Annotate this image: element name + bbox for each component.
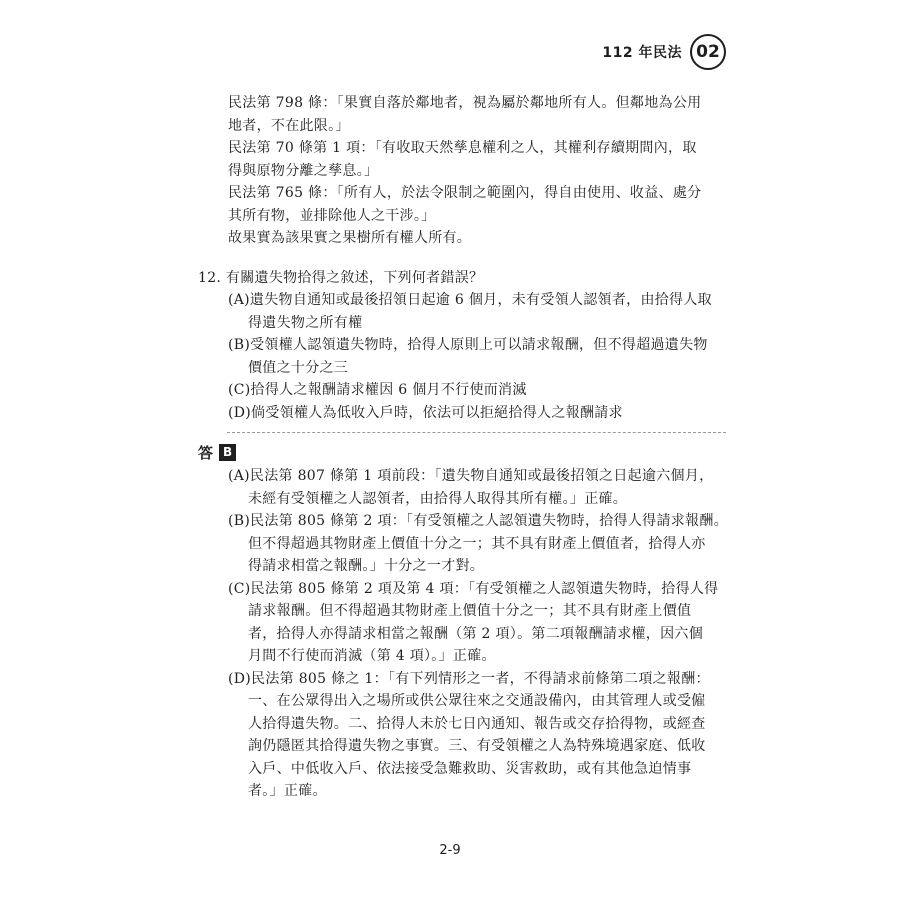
question-stem: 12. 有關遺失物拾得之敘述，下列何者錯誤？ — [198, 269, 484, 286]
intro-line: 民法第 765 條：「所有人，於法令限制之範圍內，得自由使用、收益、處分 — [228, 185, 702, 201]
explanation-line: (C)民法第 805 條第 2 項及第 4 項：「有受領權之人認領遺失物時，拾得人得 — [228, 580, 719, 597]
explanation-line: 未經有受領權之人認領者，由拾得人取得其所有權。」正確。 — [248, 490, 628, 507]
answer-explanations — [228, 465, 728, 803]
explanation-line: 得請求相當之報酬。」十分之一才對。 — [248, 558, 485, 574]
intro-block — [228, 92, 728, 250]
explanation-line: 但不得超過其物財產上價值十分之一；其不具有財產上價值者，拾得人亦 — [248, 535, 706, 552]
page-number: 2-9 — [439, 843, 461, 858]
section-divider — [227, 432, 726, 433]
intro-line: 其所有物，並排除他人之干涉。」 — [228, 207, 436, 224]
explanation-line: 入戶、中低收入戶、依法接受急難救助、災害救助，或有其他急迫情事 — [248, 760, 692, 777]
intro-line: 得與原物分離之孳息。」 — [228, 162, 379, 179]
intro-line: 民法第 70 條第 1 項：「有收取天然孳息權利之人，其權利存續期間內，取 — [228, 140, 697, 156]
explanation-line: 者。」正確。 — [248, 783, 327, 799]
answer-choice-badge: B — [219, 444, 236, 461]
explanation-line: 月間不行使而消滅（第 4 項）。」正確。 — [248, 648, 496, 664]
explanation-c — [228, 578, 728, 668]
option-d — [228, 402, 728, 425]
option-c — [228, 379, 728, 402]
answer-heading — [198, 439, 728, 465]
main-content — [198, 92, 728, 803]
answer-label: 答 — [198, 443, 214, 462]
explanation-b — [228, 510, 728, 578]
option-line: (C)拾得人之報酬請求權因 6 個月不行使而消滅 — [228, 382, 527, 398]
question-block — [198, 267, 728, 425]
option-b — [228, 334, 728, 379]
explanation-a — [228, 465, 728, 510]
page-header — [602, 34, 726, 70]
option-a — [228, 289, 728, 334]
intro-line: 故果實為該果實之果樹所有權人所有。 — [228, 230, 472, 246]
explanation-line: 者，拾得人亦得請求相當之報酬（第 2 項）。第二項報酬請求權，因六個 — [248, 625, 704, 642]
explanation-line: (D)民法第 805 條之 1：「有下列情形之一者，不得請求前條第二項之報酬： — [228, 670, 710, 687]
explanation-d — [228, 668, 728, 803]
header-title: 112 年民法 — [602, 45, 682, 61]
option-line: 得遺失物之所有權 — [248, 314, 363, 331]
explanation-line: 請求報酬。但不得超過其物財產上價值十分之一；其不具有財產上價值 — [248, 603, 692, 619]
option-line: (A)遺失物自通知或最後招領日起逾 6 個月，未有受領人認領者，由拾得人取 — [228, 292, 712, 308]
option-line: (B)受領權人認領遺失物時，拾得人原則上可以請求報酬，但不得超過遺失物 — [228, 337, 708, 353]
option-line: (D)倘受領權人為低收入戶時，依法可以拒絕拾得人之報酬請求 — [228, 404, 623, 421]
intro-line: 地者，不在此限。」 — [228, 117, 350, 134]
explanation-line: 一、在公眾得出入之場所或供公眾往來之交通設備內，由其管理人或受僱 — [248, 693, 706, 709]
explanation-line: (A)民法第 807 條第 1 項前段：「遺失物自通知或最後招領之日起逾六個月， — [228, 468, 714, 484]
intro-line: 民法第 798 條：「果實自落於鄰地者，視為屬於鄰地所有人。但鄰地為公用 — [228, 95, 702, 111]
option-line: 價值之十分之三 — [248, 359, 349, 376]
explanation-line: 詢仍隱匿其拾得遺失物之事實。三、有受領權之人為特殊境遇家庭、低收 — [248, 738, 706, 754]
chapter-badge: 02 — [690, 34, 726, 70]
explanation-line: 人拾得遺失物。二、拾得人未於七日內通知、報告或交存拾得物，或經查 — [248, 715, 706, 732]
explanation-line: (B)民法第 805 條第 2 項：「有受領權之人認領遺失物時，拾得人得請求報酬。 — [228, 513, 728, 529]
